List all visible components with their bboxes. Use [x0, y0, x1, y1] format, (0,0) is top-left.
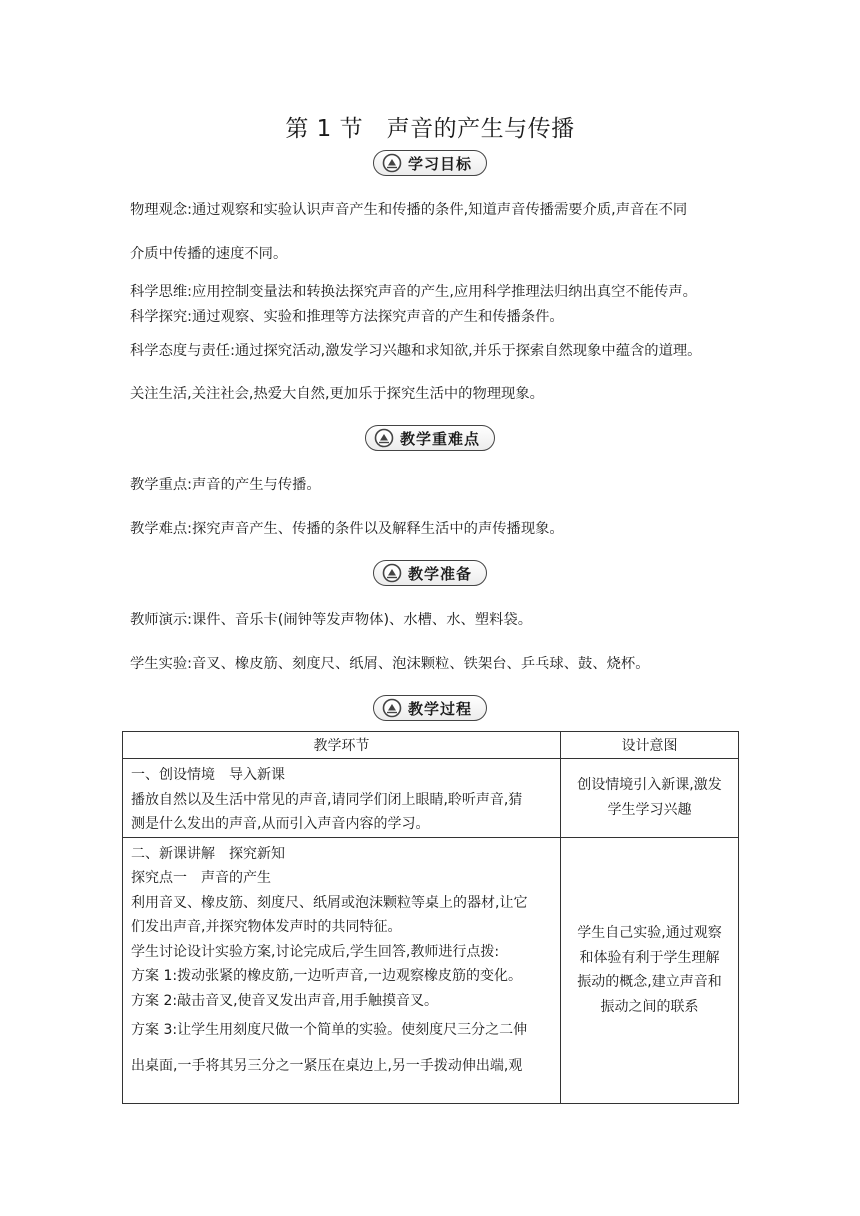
key-point-line: 教学重点:声音的产生与传播。 [130, 477, 321, 493]
intent-line: 创设情境引入新课,激发 [577, 777, 722, 794]
intent-line: 振动之间的联系 [600, 998, 699, 1015]
intent-line: 振动的概念,建立声音和 [577, 974, 722, 990]
objective-line: 物理观念:通过观察和实验认识声音产生和传播的条件,知道声音传播需要介质,声音在不同 [130, 202, 688, 218]
stage-cell [123, 759, 561, 838]
badge-emblem-icon [382, 698, 402, 718]
stage-line: 播放自然以及生活中常见的声音,请同学们闭上眼睛,聆听声音,猜 [131, 791, 523, 808]
objective-line: 科学探究:通过观察、实验和推理等方法探究声音的产生和传播条件。 [130, 309, 564, 325]
process-badge-label: 教学过程 [407, 699, 473, 718]
stage-line: 学生讨论设计实验方案,讨论完成后,学生回答,教师进行点拨: [131, 943, 500, 960]
intent-line: 学生自己实验,通过观察 [577, 925, 722, 941]
key-point-line: 教学难点:探究声音产生、传播的条件以及解释生活中的声传播现象。 [130, 521, 564, 537]
table-row [123, 837, 739, 1103]
intent-line: 和体验有利于学生理解 [579, 949, 720, 966]
stage-line: 测是什么发出的声音,从而引入声音内容的学习。 [131, 816, 430, 832]
intent-line: 学生学习兴趣 [607, 801, 692, 818]
badge-emblem-icon [382, 563, 402, 583]
stage-line: 一、创设情境 导入新课 [131, 767, 285, 783]
stage-line: 探究点一 声音的产生 [131, 870, 271, 886]
preparation-line: 教师演示:课件、音乐卡(闹钟等发声物体)、水槽、水、塑料袋。 [130, 612, 532, 628]
intent-cell [561, 837, 739, 1103]
badge-emblem-icon [374, 428, 394, 448]
stage-line: 出桌面,一手将其另三分之一紧压在桌边上,另一手拨动伸出端,观 [131, 1057, 523, 1074]
objective-line: 科学思维:应用控制变量法和转换法探究声音的产生,应用科学推理法归纳出真空不能传声。 [130, 284, 697, 300]
intent-cell [561, 759, 739, 838]
table-row [123, 759, 739, 838]
stage-line: 们发出声音,并探究物体发声时的共同特征。 [131, 919, 402, 935]
process-badge [373, 695, 487, 721]
stage-line: 利用音叉、橡皮筋、刻度尺、纸屑或泡沫颗粒等桌上的器材,让它 [131, 894, 528, 911]
preparation-line: 学生实验:音叉、橡皮筋、刻度尺、纸屑、泡沫颗粒、铁架台、乒乓球、鼓、烧杯。 [130, 656, 650, 672]
header-teaching-stage: 教学环节 [123, 732, 561, 759]
preparation-badge-label: 教学准备 [407, 564, 473, 583]
preparation-badge [373, 560, 487, 586]
page-title: 第 1 节 声音的产生与传播 [285, 116, 575, 142]
stage-line: 方案 1:拨动张紧的橡皮筋,一边听声音,一边观察橡皮筋的变化。 [131, 968, 522, 984]
teaching-process-table [122, 731, 739, 1104]
objectives-badge [373, 150, 487, 176]
badge-emblem-icon [382, 153, 402, 173]
stage-cell [123, 837, 561, 1103]
key-points-badge [365, 425, 495, 451]
objective-line: 介质中传播的速度不同。 [130, 246, 288, 262]
table-header-row [123, 732, 739, 759]
key-points-badge-label: 教学重难点 [399, 429, 481, 448]
stage-line: 二、新课讲解 探究新知 [131, 845, 285, 862]
objectives-badge-label: 学习目标 [407, 154, 473, 173]
objective-line: 科学态度与责任:通过探究活动,激发学习兴趣和求知欲,并乐于探索自然现象中蕴含的道理。 [130, 343, 702, 359]
stage-line: 方案 2:敲击音叉,使音叉发出声音,用手触摸音叉。 [131, 992, 438, 1009]
stage-line: 方案 3:让学生用刻度尺做一个简单的实验。使刻度尺三分之二伸 [131, 1022, 528, 1038]
header-design-intent: 设计意图 [561, 732, 739, 759]
objective-line: 关注生活,关注社会,热爱大自然,更加乐于探究生活中的物理现象。 [130, 386, 544, 402]
